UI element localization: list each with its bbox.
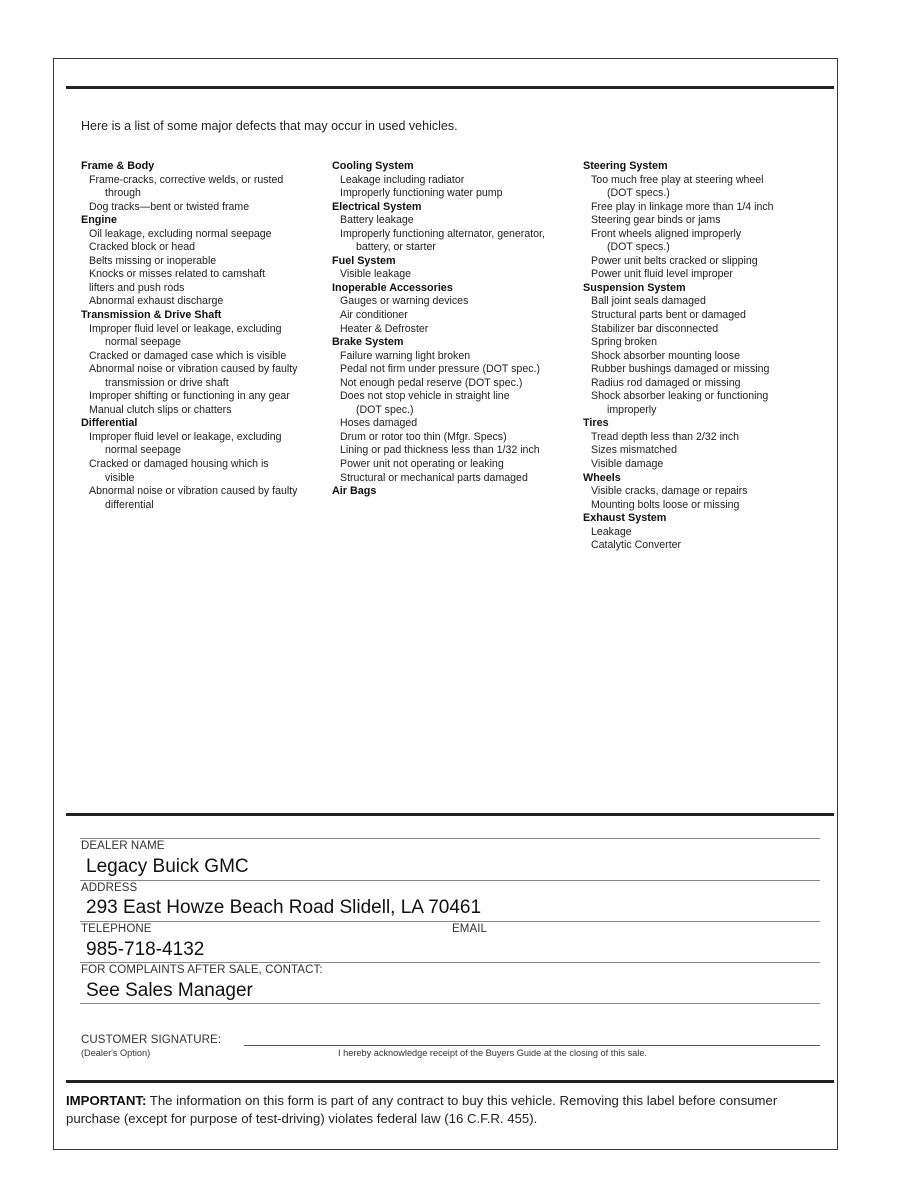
defect-item: Heater & Defroster — [340, 322, 429, 335]
defect-item: Pedal not firm under pressure (DOT spec.) — [340, 363, 540, 376]
defect-item: Failure warning light broken — [340, 349, 471, 362]
defect-item: Cracked block or head — [89, 241, 195, 254]
defect-item: battery, or starter — [356, 241, 436, 254]
signature-line[interactable] — [244, 1045, 820, 1046]
defect-item: Improperly functioning water pump — [340, 187, 503, 200]
defect-item: Improper shifting or functioning in any gear — [89, 390, 290, 403]
defect-item: Manual clutch slips or chatters — [89, 403, 232, 416]
dealer-name-value: Legacy Buick GMC — [86, 856, 249, 877]
defect-item: Does not stop vehicle in straight line — [340, 390, 510, 403]
defect-item: transmission or drive shaft — [105, 376, 229, 389]
field-line — [80, 1003, 820, 1004]
section-heading: Exhaust System — [583, 512, 667, 525]
dealer-name-label: DEALER NAME — [81, 840, 165, 852]
defect-item: through — [105, 187, 141, 200]
intro-text: Here is a list of some major defects that may occur in used vehicles. — [81, 119, 458, 133]
defect-item: Mounting bolts loose or missing — [591, 498, 740, 511]
defect-item: Improper fluid level or leakage, excluding — [89, 322, 282, 335]
defect-item: Front wheels aligned improperly — [591, 227, 742, 240]
telephone-label: TELEPHONE — [81, 923, 152, 935]
address-label: ADDRESS — [81, 882, 138, 894]
defect-item: differential — [105, 498, 154, 511]
defect-item: (DOT spec.) — [356, 403, 414, 416]
defect-item: Abnormal noise or vibration caused by faulty — [89, 363, 298, 376]
defect-item: Hoses damaged — [340, 417, 418, 430]
defect-item: improperly — [607, 403, 657, 416]
dealer-option-note: (Dealer's Option) — [81, 1048, 151, 1058]
defect-item: Visible leakage — [340, 268, 412, 281]
defects-column-3 — [583, 160, 828, 553]
defect-item: Oil leakage, excluding normal seepage — [89, 227, 272, 240]
defect-item: Leakage — [591, 525, 632, 538]
acknowledge-text: I hereby acknowledge receipt of the Buyers Guide at the closing of this sale. — [338, 1048, 647, 1058]
defect-item: Catalytic Converter — [591, 539, 682, 552]
defect-item: Free play in linkage more than 1/4 inch — [591, 200, 774, 213]
defect-item: Power unit belts cracked or slipping — [591, 254, 758, 267]
section-heading: Electrical System — [332, 200, 422, 213]
telephone-value: 985-718-4132 — [86, 939, 205, 960]
defect-item: lifters and push rods — [89, 281, 185, 294]
defect-item: Improper fluid level or leakage, excluding — [89, 430, 282, 443]
defect-item: Lining or pad thickness less than 1/32 inch — [340, 444, 540, 457]
defect-item: Abnormal exhaust discharge — [89, 295, 224, 308]
field-line — [80, 921, 820, 922]
section-heading: Cooling System — [332, 160, 414, 172]
defect-item: Stabilizer bar disconnected — [591, 322, 719, 335]
defect-item: Sizes mismatched — [591, 444, 677, 457]
important-text: The information on this form is part of any contract to buy this vehicle. Removing this label before consumer purchase (except for purpose of test-driving) violates federal law (16 C.F.R. 455). — [66, 1093, 778, 1126]
field-line — [80, 962, 820, 963]
defect-item: Abnormal noise or vibration caused by faulty — [89, 485, 298, 498]
defect-item: normal seepage — [105, 336, 181, 349]
defect-item: Gauges or warning devices — [340, 295, 469, 308]
defect-item: Visible cracks, damage or repairs — [591, 485, 748, 498]
section-heading: Steering System — [583, 160, 668, 172]
defect-item: Dog tracks—bent or twisted frame — [89, 200, 250, 213]
defect-item: (DOT specs.) — [607, 187, 670, 200]
defect-item: Belts missing or inoperable — [89, 254, 217, 267]
field-line — [80, 880, 820, 881]
defect-item: Air conditioner — [340, 309, 408, 322]
defect-item: Knocks or misses related to camshaft — [89, 268, 266, 281]
email-label: EMAIL — [452, 923, 488, 935]
section-heading: Frame & Body — [81, 160, 155, 172]
defect-item: normal seepage — [105, 444, 181, 457]
section-heading: Differential — [81, 417, 138, 430]
defect-item: Shock absorber mounting loose — [591, 349, 740, 362]
defect-item: visible — [105, 471, 135, 484]
defect-item: Shock absorber leaking or functioning — [591, 390, 769, 403]
section-heading: Suspension System — [583, 281, 686, 294]
defect-item: Visible damage — [591, 458, 664, 471]
customer-signature-label: CUSTOMER SIGNATURE: — [81, 1034, 222, 1046]
defect-item: Cracked or damaged housing which is — [89, 458, 269, 471]
defect-item: Radius rod damaged or missing — [591, 376, 741, 389]
defect-item: Frame-cracks, corrective welds, or rusted — [89, 173, 284, 186]
defect-item: Ball joint seals damaged — [591, 295, 706, 308]
defect-item: Drum or rotor too thin (Mfgr. Specs) — [340, 430, 507, 443]
defect-item: Too much free play at steering wheel — [591, 173, 764, 186]
defect-item: Not enough pedal reserve (DOT spec.) — [340, 376, 523, 389]
defect-item: Leakage including radiator — [340, 173, 465, 186]
defects-column-2 — [332, 160, 572, 499]
defect-item: Cracked or damaged case which is visible — [89, 349, 287, 362]
complaints-label: FOR COMPLAINTS AFTER SALE, CONTACT: — [81, 964, 323, 976]
defects-column-1 — [81, 160, 321, 512]
defect-item: Tread depth less than 2/32 inch — [591, 430, 740, 443]
section-heading: Transmission & Drive Shaft — [81, 309, 222, 322]
defect-item: Structural parts bent or damaged — [591, 309, 746, 322]
defect-item: Improperly functioning alternator, generator, — [340, 227, 545, 240]
defect-item: Power unit fluid level improper — [591, 268, 733, 281]
field-line — [80, 838, 820, 839]
defect-item: Rubber bushings damaged or missing — [591, 363, 770, 376]
section-heading: Inoperable Accessories — [332, 281, 453, 294]
section-heading: Tires — [583, 417, 609, 430]
defect-item: Structural or mechanical parts damaged — [340, 471, 528, 484]
defect-item: Power unit not operating or leaking — [340, 458, 504, 471]
important-lead: IMPORTANT: — [66, 1093, 147, 1108]
top-divider — [66, 86, 834, 89]
section-heading: Wheels — [583, 471, 621, 484]
important-notice — [66, 1092, 826, 1128]
section-heading: Air Bags — [332, 485, 377, 498]
bottom-divider — [66, 1080, 834, 1083]
defect-item: Battery leakage — [340, 214, 414, 227]
defect-item: (DOT specs.) — [607, 241, 670, 254]
section-heading: Fuel System — [332, 254, 396, 267]
defect-item: Spring broken — [591, 336, 657, 349]
section-heading: Brake System — [332, 336, 404, 349]
address-value: 293 East Howze Beach Road Slidell, LA 70461 — [86, 897, 482, 918]
defect-item: Steering gear binds or jams — [591, 214, 721, 227]
complaints-contact-value: See Sales Manager — [86, 980, 253, 1001]
section-heading: Engine — [81, 214, 117, 227]
middle-divider — [66, 813, 834, 816]
